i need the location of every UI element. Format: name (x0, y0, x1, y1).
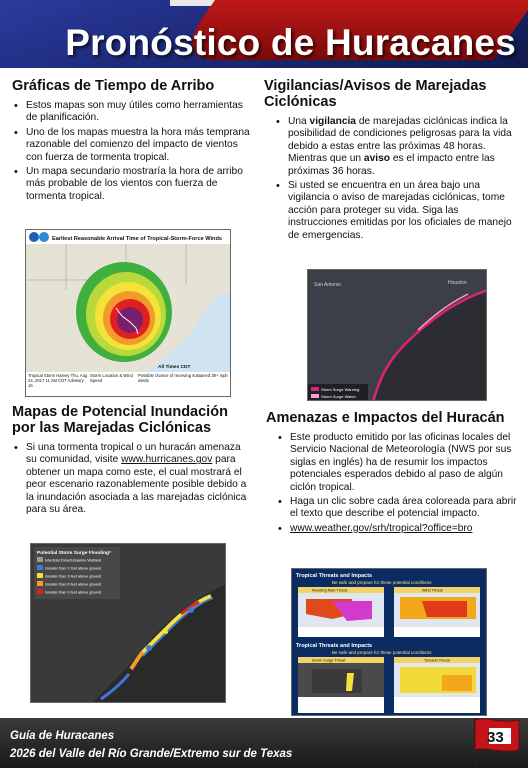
bold-term-warning: aviso (363, 153, 390, 165)
left-column-lower (12, 404, 252, 518)
list-item: • Un mapa secundario mostraría la hora de arribo más probable de los vientos con fuerza de tormenta tropical. (12, 166, 252, 203)
section-title-threats-impacts: Amenazas e Impactos del Huracán (266, 410, 505, 426)
footer-guide-title: Guía de Huracanes (10, 730, 115, 742)
arrival-map-title: Earliest Reasonable Arrival Time of Tropical-Storm-Force Winds (52, 236, 222, 242)
tornado-threat-label: Tornado Threat (424, 658, 450, 663)
legend-label: Greater than 6 feet above ground (45, 582, 102, 587)
list-item (276, 523, 520, 535)
surge-flooding-bullets (12, 442, 252, 516)
storm-surge-label: Storm Surge Threat (312, 658, 346, 663)
noaa-logo-icon (29, 232, 39, 242)
storm-info-caption: Tropical Storm Harvey Thu, Aug 24, 2017 11 AM CDT Advisory 16 (28, 373, 88, 388)
threats-bullets (276, 432, 520, 535)
list-item (12, 442, 252, 516)
weather-gov-link[interactable]: www.weather.gov/srh/tropical?office=bro (290, 522, 473, 534)
surge-watch-bullets (274, 116, 518, 242)
list-item (274, 116, 518, 178)
legend-label: Intertidal Zone/Estuarine Wetland (45, 558, 102, 563)
footer-guide-subtitle: 2026 del Valle del Río Grande/Extremo sur de Texas (10, 748, 293, 760)
section-title-arrival-graphics: Gráficas de Tiempo de Arribo (12, 78, 215, 94)
right-column-lower (266, 410, 520, 537)
left-column (12, 78, 252, 205)
hurricanes-gov-link[interactable]: www.hurricanes.gov (121, 454, 213, 466)
surge-flooding-map-graphic (31, 544, 226, 703)
threats-panel-graphic (292, 569, 487, 716)
section-title-surge-watch-warning: Vigilancias/Avisos de Marejadas Ciclónicas (264, 78, 487, 110)
city-label-houston: Houston (448, 280, 467, 286)
bullet-text: Si una tormenta tropical o un huracán amenaza su comunidad, visite (26, 442, 241, 466)
legend-label: Greater than 1 foot above ground (45, 566, 102, 571)
wind-threat-label: Wind Threat (422, 588, 443, 593)
page-number: 33 (487, 729, 504, 746)
panel-subtitle-top: Be safe and prepare for these potential conditions (332, 580, 432, 585)
list-item: • Estos mapas son muy útiles como herramientas de planificación. (12, 100, 252, 125)
page-header (0, 0, 528, 68)
list-item: • Haga un clic sobre cada área coloreada para abrir el texto que describe el potencial impacto. (276, 496, 520, 521)
panel-title-top: Tropical Threats and Impacts (296, 573, 373, 579)
storm-location-caption: Storm Location & Wind Speed (90, 373, 133, 383)
bullet-text: es el impacto entre las próximas 36 horas. (288, 153, 495, 177)
surge-flooding-map (30, 543, 226, 703)
arrival-time-map-graphic (26, 230, 231, 397)
bold-term-watch: vigilancia (309, 116, 356, 127)
page-title: Pronóstico de Huracanes (65, 22, 516, 63)
section-title-surge-flooding: Mapas de Potencial Inundación por las Marejadas Ciclónicas (12, 404, 228, 436)
time-zone-label: All Times CDT (158, 365, 191, 370)
list-item: • Este producto emitido por las oficinas locales del Servicio Nacional de Meteorología (NWS por sus siglas en inglés) ha de resumir los impactos potenciales esperados debido al paso de algún ciclón tropical. (276, 432, 520, 494)
flooding-rain-label: Flooding Rain Threat (312, 588, 348, 593)
bullet-text: para obtener un mapa como este, el cual mostrará el peor escenario razonablemente posible debido a la inundación asociada a las marejadas ciclónica para su área. (26, 454, 247, 516)
legend-label: Greater than 3 feet above ground (45, 574, 102, 579)
wind-chance-caption: Possible chance of receiving sustained 39+ mph winds (138, 373, 228, 383)
panel-subtitle-bottom: Be safe and prepare for these potential conditions (332, 650, 432, 655)
legend-label: Storm Surge Watch (321, 394, 356, 399)
list-item: • Si usted se encuentra en un área bajo una vigilancia o aviso de marejadas ciclónicas, tome acción para proteger su vida. Siga las instrucciones emitidas por los oficiales de manejo de emergencias. (274, 180, 518, 242)
bullet-text: Una (288, 116, 307, 127)
legend-label: Greater than 9 feet above ground (45, 590, 102, 595)
bullet-text: de marejadas ciclónicas indica la posibilidad de condiciones peligrosas para la vida debido a estas entre las próximas 48 horas. Mientras que un (288, 116, 512, 165)
city-label-san-antonio: San Antonio (314, 282, 341, 288)
surge-legend-title: Potential Storm Surge Flooding* (37, 551, 111, 556)
legend-label: Storm Surge Warning (321, 387, 360, 392)
list-item: • Uno de los mapas muestra la hora más temprana razonable del comienzo del impacto de vientos con fuerza de tormenta tropical. (12, 127, 252, 164)
surge-watch-map-graphic (308, 270, 487, 401)
right-column (264, 78, 518, 244)
panel-title-bottom: Tropical Threats and Impacts (296, 643, 373, 649)
surge-watch-map (307, 269, 487, 401)
page-footer (0, 718, 528, 768)
arrival-bullets (12, 100, 252, 203)
arrival-time-map (25, 229, 231, 397)
nws-logo-icon (39, 232, 49, 242)
threats-impacts-panel (291, 568, 487, 716)
